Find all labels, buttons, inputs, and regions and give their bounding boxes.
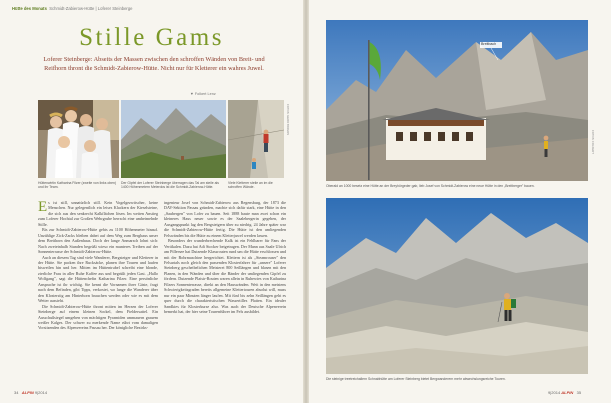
photo-climber: [228, 100, 284, 178]
article-lead: Loferer Steinberge: Abseits der Massen zwischen den schroffen Wänden von Breit- und Reifhorn thront die Schmidt-Zabierow-Hütte. Nicht nur für Kletterer ein wahres Juwel.: [43, 56, 265, 72]
drop-cap: E: [38, 200, 48, 215]
caption-hiker-panorama: Die steinige treetreichallern Schnabhütte am Loferer Steinberg bietet Bergwanderern mehr abwechslungsreiche Touren.: [326, 377, 506, 381]
caption-hut-team: Hüttenwirtin Katharina Filzer (zweite von links oben) und ihr Team.: [38, 181, 117, 190]
author-name: Folkert Lenz: [194, 92, 216, 96]
body-column-2: [164, 200, 286, 382]
hut-with-flag-image: [326, 20, 588, 181]
body-column-1: [38, 200, 158, 382]
footer-right: [548, 390, 581, 395]
body-paragraph: Besonders der wunderbrechende Kalk ist ein Fehlbarer für Fans der Vertikalen. Dazu hat Adi Stocker beigetragen. Der Mann aus Saale Ulrich am Pillersee hat Dutzende Klassrouten rund um die Hütte erschlossen und mit der Bohrmaschine hergerichtet. Klettern ist als „Steamrouser" den Felsartals noch gleich den passenden Klosterfahrer für „unsere" Loferer Steinberg gescheibelichen Meisterei 800 Seillängen und blasen mit den Planen, in den Wänden und über die Bänder der umliegenden Gipfel zu fördern. Dutzende Plaisir-Routen waren allein in Ruhewies von Katharina Filzers Sonnenterrasse, direkt an den Hauswänden. Weit in den meistens Schwierigkeitsgraden bereits allgemeine Klettertouren absolut will, muss nur ein paar Minuten länger laufen. Mit fünf bis zehn Seillängen geht es quer durch die charakteristischen Wassertilles Platten. Ein idealer Sandkies für Klosterkurse also. Was auch der Deutsche Alpenverein bemerkt hat, der hier seine Tourenführer im Fels ausbildet.: [164, 238, 286, 315]
body-paragraph: Die Schmidt-Zabierow-Hütte thront mitten im Herzen der Loferer Steinberge auf einem kleinen Sockel, dem Fieldersattel. Ein Ausschußsiegel umgeben von mächtigen Pyramiden ummauern grauem weißer Kalges. Der schwer zu merkende Name rührt vom damaligen Vorsitzenden des Alpenvereins Passau her. Der königliche Bezirks-: [38, 303, 158, 331]
page-number-right: 35: [576, 390, 582, 395]
page-number-left: 34: [14, 390, 19, 395]
photo-mountain-valley: [121, 100, 226, 178]
breadcrumb: Schmidt-Zabierow-Hütte | Loferer Steinberge: [49, 6, 133, 11]
footer-left: [14, 390, 47, 395]
hut-team-image: [38, 100, 119, 178]
magazine-logo-right: ALPIN: [561, 390, 574, 395]
body-paragraph: ingenieur Josef von Schmidt-Zabierow aus Regensburg, der 1873 die DAV-Sektion Passau gründen, machte sich dafür stark, eine Hütte in den „Saubergen" von Lofer zu bauen. Seit 1888 baute man zwei schon ein kleineres Haus neuer sowie es der Saalebergerin gegeben, der Ausgangspunkt lag den Bergsteigern über zu niedrig. 24 Jahre später war die Schmidt-Zabierow-Hütte fertig. Die Hütte ist den umliegenden Felswänden bis die Hütte zu einem Kletterjuwel werden lassen.: [164, 200, 286, 238]
article-title: Stille Gams: [79, 24, 224, 51]
issue-left: 9|2014: [34, 390, 48, 395]
hiker-panorama-image: [326, 198, 588, 374]
page-header: [12, 6, 132, 11]
body-paragraph: Auch an diesem Tag sind viele Wanderer, Bergsteiger und Kletterer in der Hütte. Sie packen ihre Rucksäcke, planen ihre Touren und laufen bisweilen hin und her. Mitten im Hüttentrubel schreibt eine blonde, zierliche Frau in aller Ruhe Kaffee aus und begrüßt jeden Gast. „Hallo Wolfgang", sagt die Hüttenchefin Katharina Filzer. Eine persönliche Ansprache ist ihr wichtig. Sie kennt die Vornamen ihrer Gäste, fragt nach dem Befinden, gibt Tipps, verkostet, wo lange die Wanderer über den Klosterstig am Hinterhorn brauchen werden oder wie es mit dem Wetter aussieht.: [38, 254, 158, 304]
photo-hiker-panorama: [326, 198, 588, 374]
caption-hut-flag: Oberald an 1000 besetz eine Hütte an der Breyhörgeder gab, lieb Josef von Schmidt-Zabierow eine neue Hütte in den „Breitberger" bauen.: [326, 184, 535, 188]
photo-credit-right: FOTOS: FOLKERT: [591, 130, 595, 154]
body-paragraph: Bis zur Schmidt-Zabierow-Hütte gehts zu 1100 Höhenmeter hinauf. Unzählige Zick-Zacks bleiben dabei auf dem Weg zum Bergbaus unser dem Breithorn den Außenhaus. Doch der lange Anmarsch lohnt sich: Nach zweieinhalb Stunden begrüßt wieso ein munteres Treiben auf der Sonnenterrasse der Schmidt-Zabierow-Hütte.: [38, 227, 158, 255]
author-credit: ▼ Folkert Lenz: [190, 92, 216, 96]
magazine-logo-left: ALPIN: [21, 390, 34, 395]
photo-location-label: Breitbach: [481, 42, 497, 46]
photo-credit-left: FOTOS: GERD BAYERS: [286, 104, 290, 136]
photo-hut-team: [38, 100, 119, 178]
body-paragraph: Es ist still, unnatürlich still. Kein Vogelgezwitscher, keine Menschen. Nur gelegentlich ein leises Klackern der Kieselsteine, die sich aus den senkrecht Kalkflächen lösen. Im weiten Anstieg zum Loferer Hochtal zur Großen Wehrgrube herrscht eine umheimelnde Stille.: [38, 200, 158, 227]
issue-right: 9|2014: [548, 390, 561, 395]
mountain-valley-image: [121, 100, 226, 178]
page-gutter: [303, 0, 309, 403]
caption-mountain-valley: Der Gipfel der Loferer Steinberge überragen das Tal am steile als 1400 Höhenmetern Meterdos ist die Schmidt-Zabierow-Hütte.: [121, 181, 219, 190]
photo-hut-flag: [326, 20, 588, 181]
section-label: Hütte des Monats: [12, 6, 47, 11]
caption-climber: Viele Kletterer steile an im die schroffen Wände.: [228, 181, 273, 190]
climber-image: [228, 100, 284, 178]
